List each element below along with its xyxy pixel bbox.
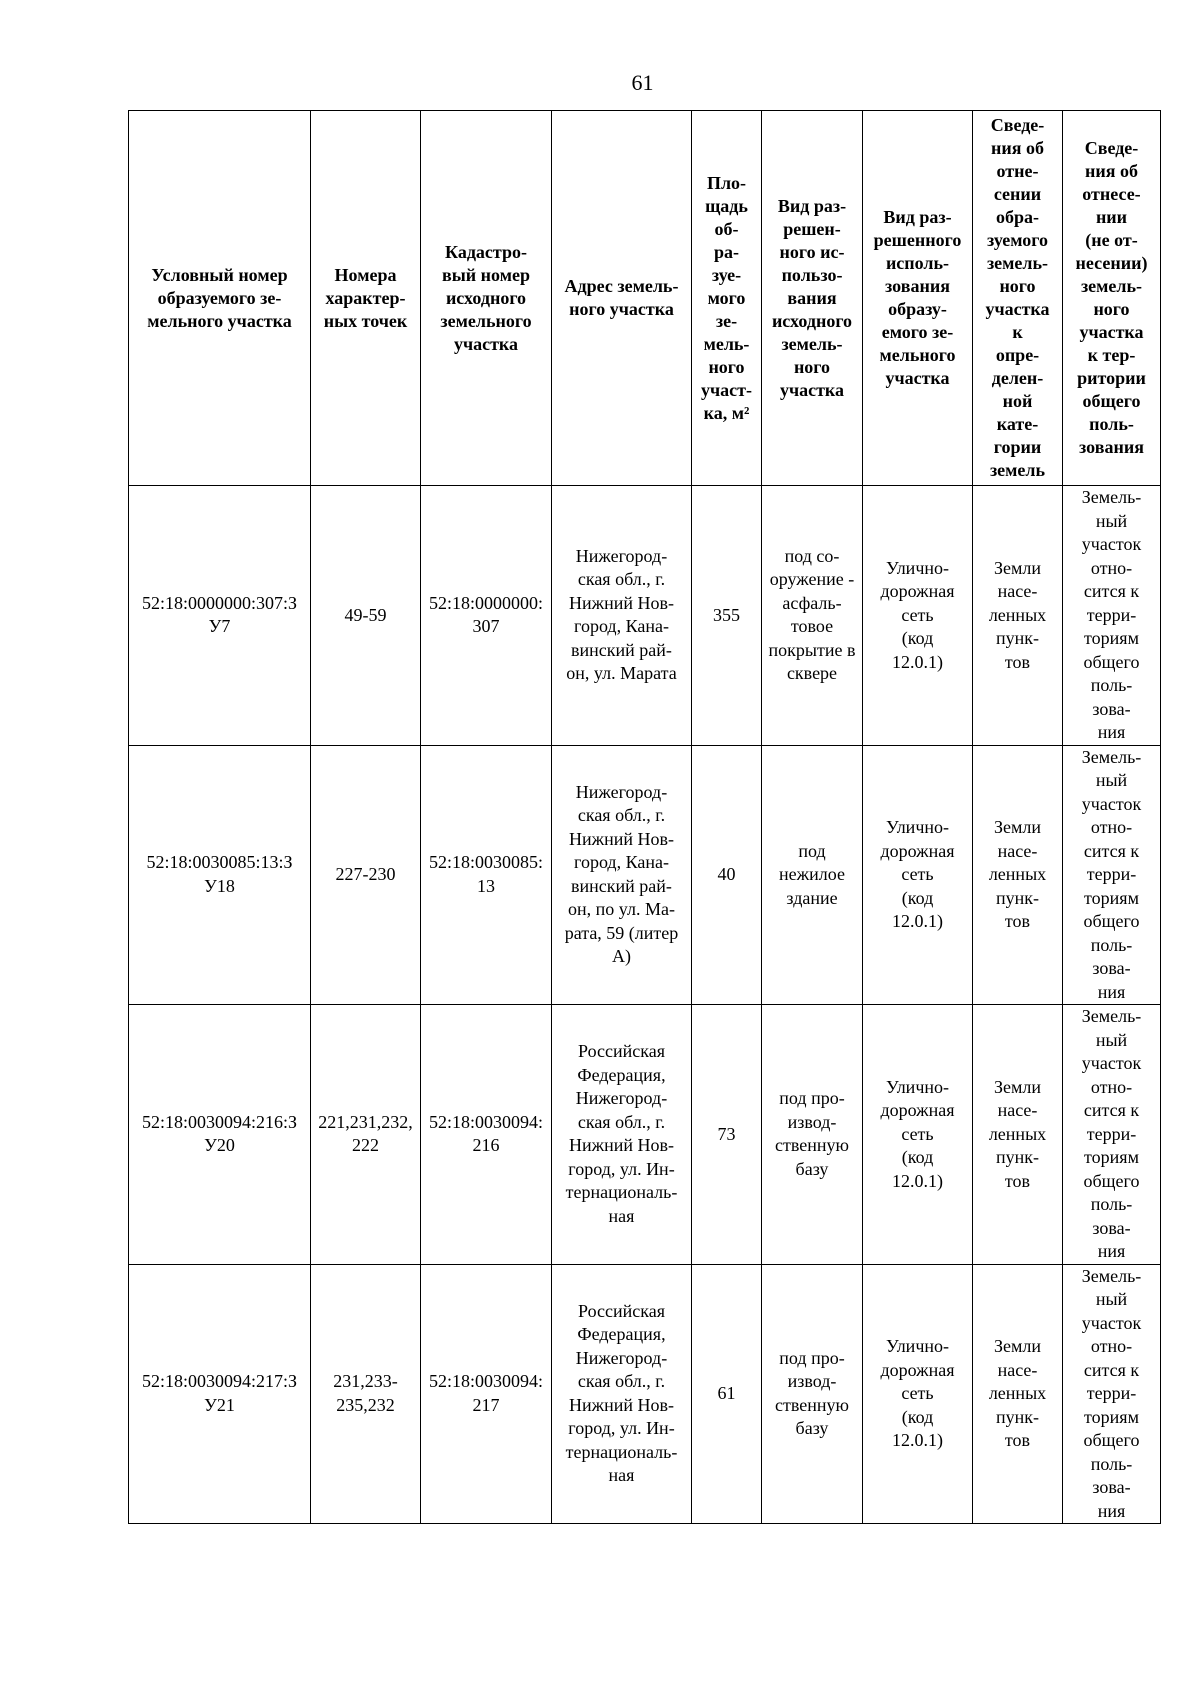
cell-source-use-type: под про- извод- ственную базу bbox=[762, 1005, 863, 1265]
cell-cadastral-number: 52:18:0030094: 217 bbox=[421, 1264, 552, 1524]
header-formed-use-type: Вид раз- решенного исполь- зования образу- емого зе- мельного участка bbox=[863, 111, 973, 486]
header-cadastral-number: Кадастро- вый номер исходного земельного участка bbox=[421, 111, 552, 486]
cell-public-territory: Земель- ный участок отно- сится к терри- ториям общего поль- зова- ния bbox=[1063, 745, 1161, 1005]
cell-point-numbers: 231,233- 235,232 bbox=[311, 1264, 421, 1524]
cell-formed-use-type: Улично- дорожная сеть (код 12.0.1) bbox=[863, 745, 973, 1005]
cell-public-territory: Земель- ный участок отно- сится к терри- ториям общего поль- зова- ния bbox=[1063, 486, 1161, 746]
cell-address: Российская Федерация, Нижегород- ская обл., г. Нижний Нов- город, ул. Ин- тернациональ- ная bbox=[552, 1005, 692, 1265]
header-public-territory: Сведе- ния об отнесе- нии (не от- несении) земель- ного участка к тер- ритории общего поль- зования bbox=[1063, 111, 1161, 486]
cell-plot-number: 52:18:0000000:307:З У7 bbox=[129, 486, 311, 746]
cell-cadastral-number: 52:18:0030094: 216 bbox=[421, 1005, 552, 1265]
page-number: 61 bbox=[631, 70, 654, 95]
header-plot-number: Условный номер образуемого зе- мельного участка bbox=[129, 111, 311, 486]
cell-source-use-type: под нежилое здание bbox=[762, 745, 863, 1005]
table-header-row bbox=[129, 111, 1161, 486]
table-row bbox=[129, 486, 1161, 746]
header-area: Пло- щадь об- ра- зуе- мого зе- мель- ного участ- ка, м² bbox=[692, 111, 762, 486]
land-plot-table bbox=[128, 110, 1161, 1524]
header-source-use-type: Вид раз- решен- ного ис- пользо- вания исходного земель- ного участка bbox=[762, 111, 863, 486]
cell-point-numbers: 49-59 bbox=[311, 486, 421, 746]
cell-address: Нижегород- ская обл., г. Нижний Нов- город, Кана- винский рай- он, по ул. Ма- рата, 59 (литер А) bbox=[552, 745, 692, 1005]
cell-source-use-type: под про- извод- ственную базу bbox=[762, 1264, 863, 1524]
header-address: Адрес земель- ного участка bbox=[552, 111, 692, 486]
cell-formed-use-type: Улично- дорожная сеть (код 12.0.1) bbox=[863, 1005, 973, 1265]
cell-source-use-type: под со- оружение - асфаль- товое покрытие в сквере bbox=[762, 486, 863, 746]
cell-cadastral-number: 52:18:0000000: 307 bbox=[421, 486, 552, 746]
cell-formed-use-type: Улично- дорожная сеть (код 12.0.1) bbox=[863, 1264, 973, 1524]
table-row bbox=[129, 1264, 1161, 1524]
cell-area: 40 bbox=[692, 745, 762, 1005]
cell-area: 61 bbox=[692, 1264, 762, 1524]
cell-land-category: Земли насе- ленных пунк- тов bbox=[973, 1005, 1063, 1265]
cell-address: Нижегород- ская обл., г. Нижний Нов- город, Кана- винский рай- он, ул. Марата bbox=[552, 486, 692, 746]
cell-area: 73 bbox=[692, 1005, 762, 1265]
cell-area: 355 bbox=[692, 486, 762, 746]
cell-point-numbers: 221,231,232, 222 bbox=[311, 1005, 421, 1265]
cell-land-category: Земли насе- ленных пунк- тов bbox=[973, 1264, 1063, 1524]
cell-plot-number: 52:18:0030094:217:З У21 bbox=[129, 1264, 311, 1524]
cell-address: Российская Федерация, Нижегород- ская обл., г. Нижний Нов- город, ул. Ин- тернациональ- ная bbox=[552, 1264, 692, 1524]
header-point-numbers: Номера характер- ных точек bbox=[311, 111, 421, 486]
cell-cadastral-number: 52:18:0030085: 13 bbox=[421, 745, 552, 1005]
cell-public-territory: Земель- ный участок отно- сится к терри- ториям общего поль- зова- ния bbox=[1063, 1264, 1161, 1524]
header-land-category: Сведе- ния об отне- сении обра- зуемого земель- ного участка к опре- делен- ной кате- гории земель bbox=[973, 111, 1063, 486]
table-row bbox=[129, 1005, 1161, 1265]
cell-formed-use-type: Улично- дорожная сеть (код 12.0.1) bbox=[863, 486, 973, 746]
cell-land-category: Земли насе- ленных пунк- тов bbox=[973, 745, 1063, 1005]
cell-public-territory: Земель- ный участок отно- сится к терри- ториям общего поль- зова- ния bbox=[1063, 1005, 1161, 1265]
cell-plot-number: 52:18:0030085:13:З У18 bbox=[129, 745, 311, 1005]
cell-plot-number: 52:18:0030094:216:З У20 bbox=[129, 1005, 311, 1265]
cell-land-category: Земли насе- ленных пунк- тов bbox=[973, 486, 1063, 746]
cell-point-numbers: 227-230 bbox=[311, 745, 421, 1005]
table-row bbox=[129, 745, 1161, 1005]
